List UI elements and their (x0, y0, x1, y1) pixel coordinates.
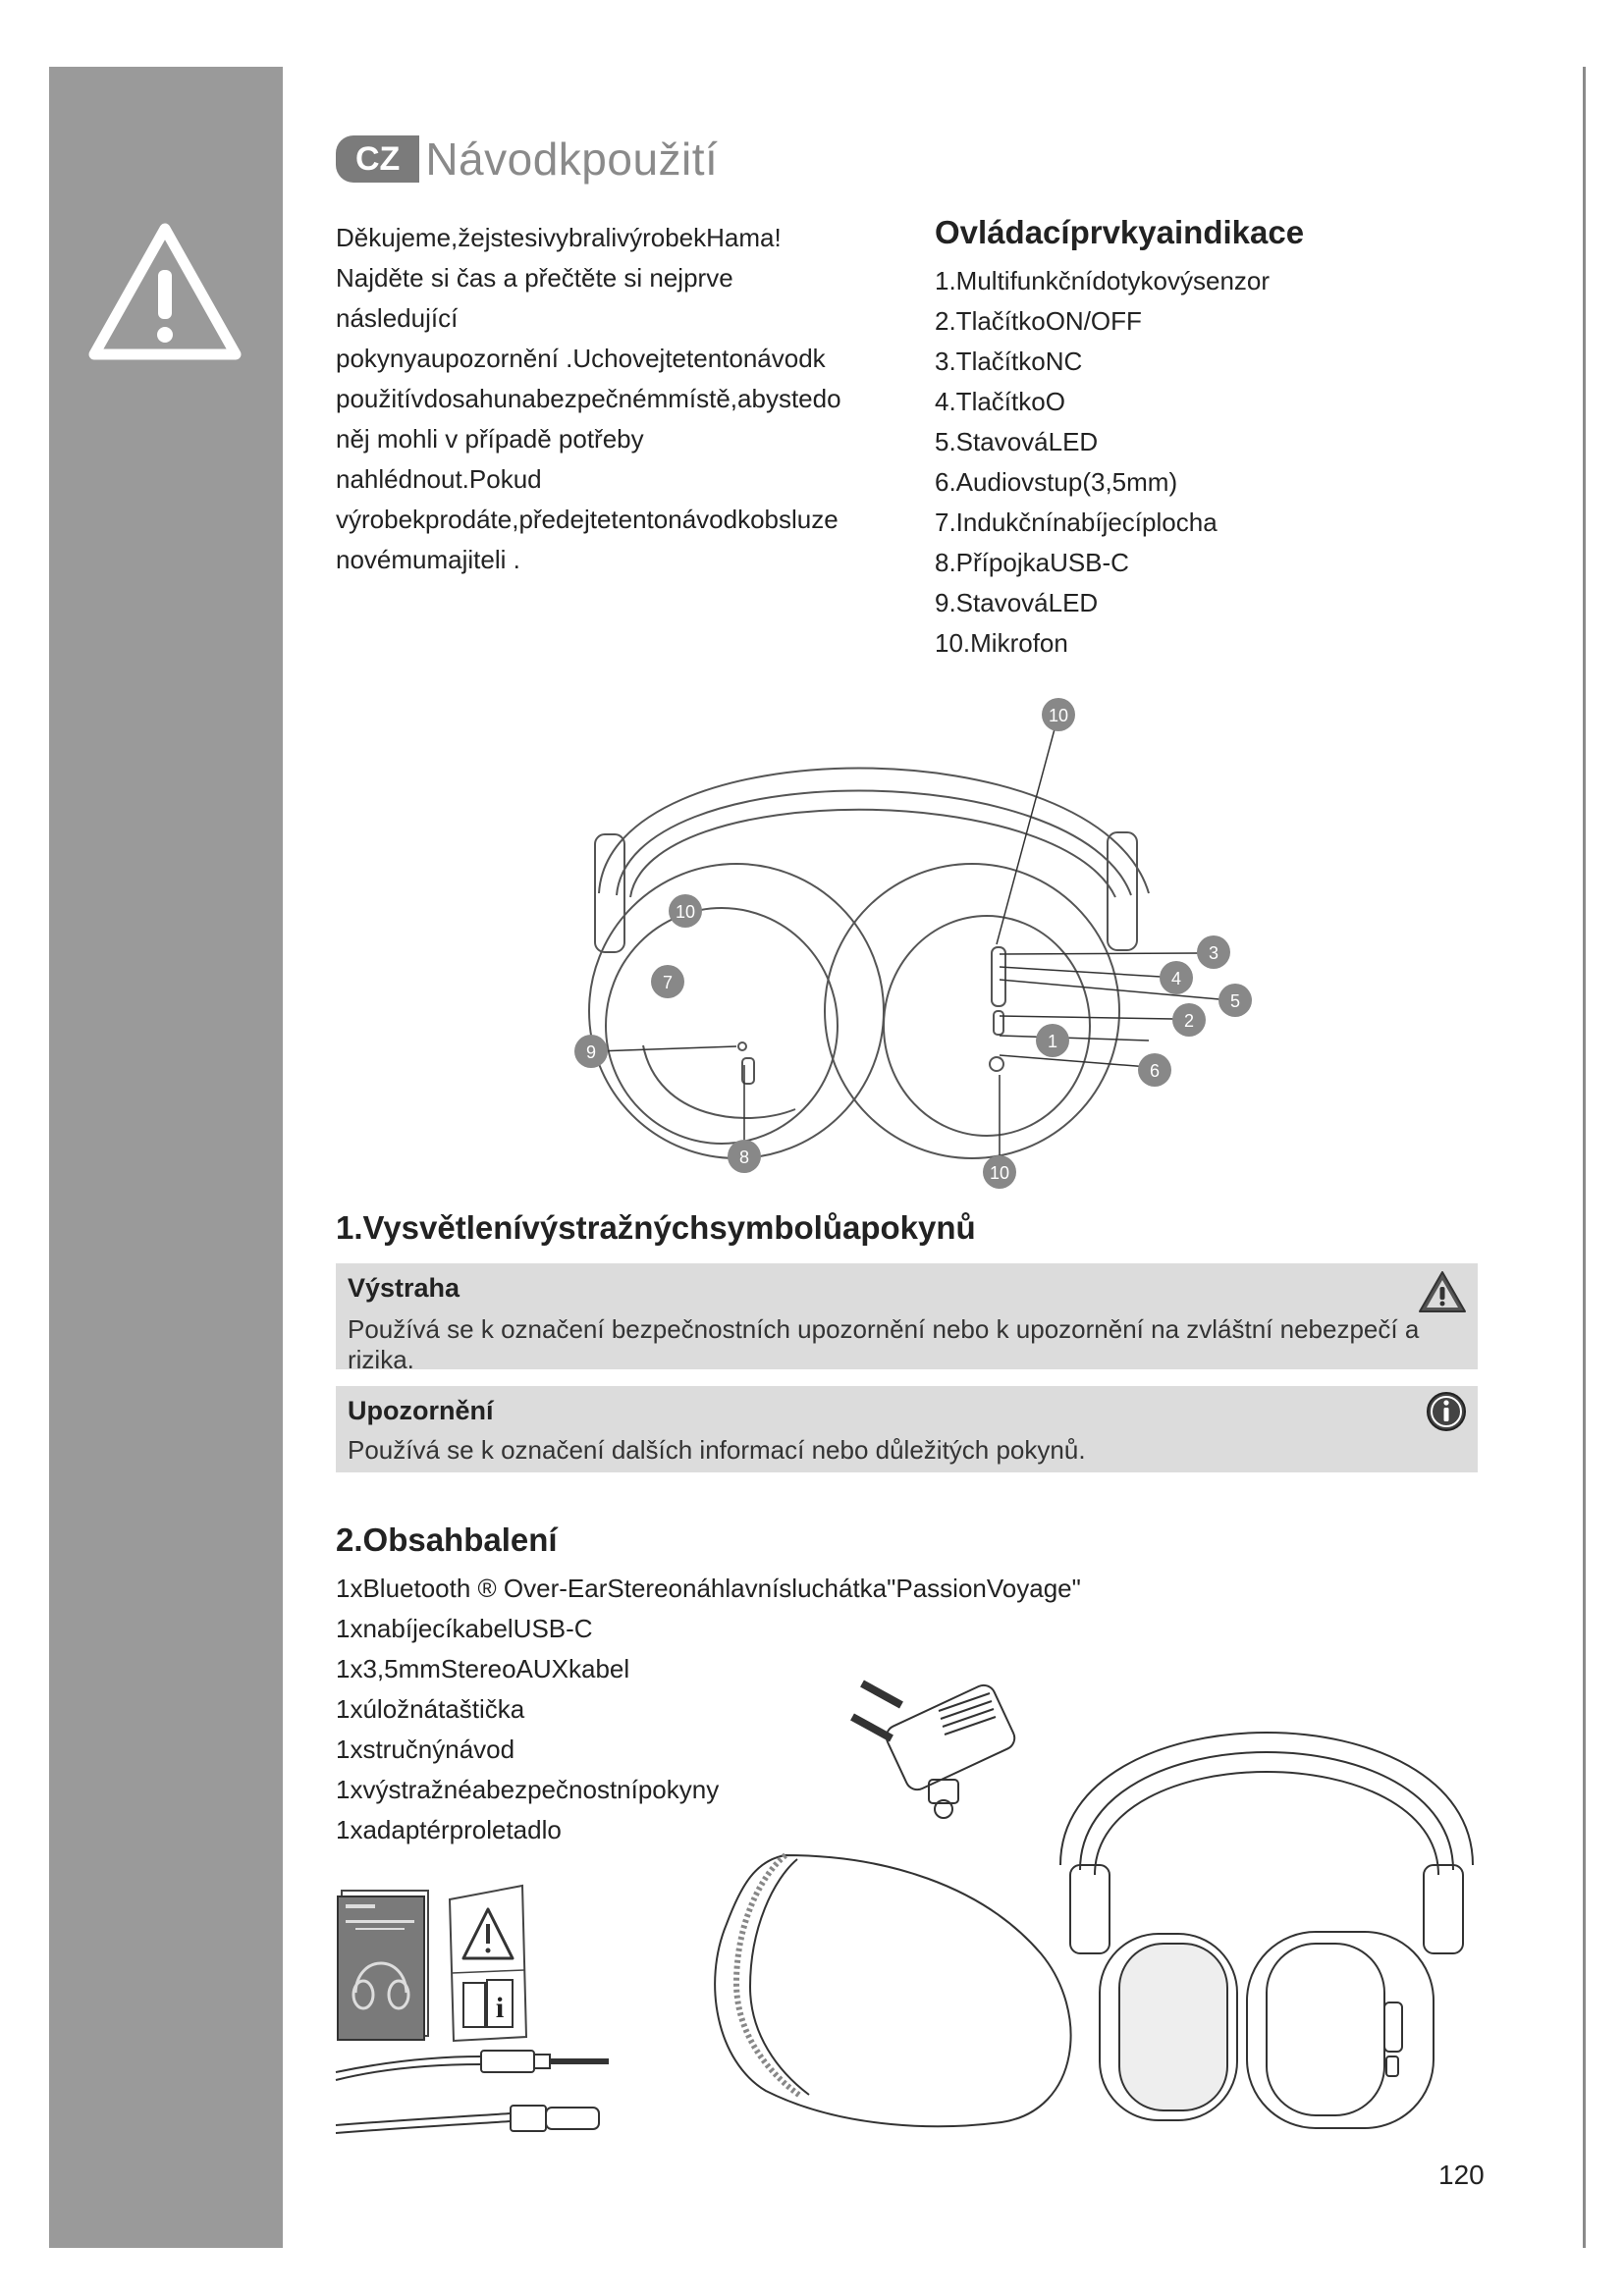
intro-line: něj mohli v případě potřeby nahlédnout.Pokud (336, 424, 644, 494)
callout-label: 10 (1048, 706, 1069, 725)
callout-label: 8 (738, 1148, 750, 1167)
callout-5 (1218, 984, 1252, 1017)
controls-list (935, 214, 1485, 664)
warning-notice (336, 1263, 1478, 1374)
svg-text:i: i (495, 1992, 505, 2024)
contents-item: 1xstručnýnávod (336, 1735, 515, 1764)
headphones-diagram (550, 687, 1296, 1198)
intro-text (336, 218, 846, 580)
intro-line: novémumajiteli . (336, 545, 520, 574)
callout-label: 1 (1047, 1032, 1058, 1051)
callout-4 (1160, 961, 1193, 994)
contents-item: 1xBluetooth ® Over-EarStereonáhlavnísluchátka"PassionVoyage" (336, 1574, 1081, 1603)
intro-line: Děkujeme,žejstesivybralivýrobekHama! (336, 223, 782, 252)
callout-2 (1172, 1003, 1206, 1037)
callout-label: 10 (675, 902, 696, 922)
language-badge: CZ (336, 135, 419, 183)
callout-3 (1197, 935, 1230, 969)
note-title: Upozornění (348, 1396, 494, 1425)
callout-label: 2 (1183, 1011, 1195, 1031)
info-icon (1425, 1390, 1468, 1433)
callout-10-top (1042, 698, 1075, 731)
control-item: 10.Mikrofon (935, 628, 1068, 658)
callouts (574, 698, 1252, 1189)
callout-label: 10 (989, 1163, 1010, 1183)
control-item: 1.Multifunkčnídotykovýsenzor (935, 266, 1271, 295)
intro-line: pokynyaupozornění .Uchovejtetentonávodk (336, 344, 826, 373)
controls-title: Ovládacíprvkyaindikace (935, 214, 1305, 250)
control-item: 8.PřípojkaUSB-C (935, 548, 1129, 577)
intro-line: použitívdosahunabezpečnémmístě,abystedo (336, 384, 841, 413)
warning-text: Používá se k označení bezpečnostních upozornění nebo k upozornění na zvláštní nebezpečí a rizika. (348, 1314, 1420, 1374)
contents-item: 1xadaptérproletadlo (336, 1815, 562, 1844)
intro-line: Najděte si čas a přečtěte si nejprve následující (336, 263, 733, 333)
headphones-drawing (589, 769, 1149, 1159)
control-item: 2.TlačítkoON/OFF (935, 306, 1142, 336)
callout-8 (728, 1140, 761, 1173)
section2-title: 2.Obsahbalení (336, 1522, 558, 1558)
callout-label: 6 (1149, 1061, 1161, 1081)
sidebar-band (49, 67, 283, 2248)
header (336, 133, 718, 185)
callout-label: 3 (1208, 943, 1219, 963)
storage-pouch-drawing (707, 1845, 1090, 2130)
cables-drawing (334, 2047, 628, 2155)
note-text: Používá se k označení dalších informací nebo důležitých pokynů. (348, 1435, 1086, 1465)
page-number: 120 (1438, 2160, 1485, 2190)
page-title: Návodkpoužití (425, 133, 719, 185)
headphones-product-drawing (1041, 1669, 1492, 2130)
contents-item: 1xnabíjecíkabelUSB-C (336, 1614, 593, 1643)
callout-10-left (669, 894, 702, 928)
control-item: 9.StavováLED (935, 588, 1099, 617)
callout-7 (651, 965, 684, 998)
quick-guide-booklet-drawing (336, 1885, 434, 2042)
control-item: 4.TlačítkoO (935, 387, 1065, 416)
control-item: 5.StavováLED (935, 427, 1099, 456)
contents-item: 1xúložnátaštička (336, 1694, 525, 1724)
contents-item: 1xvýstražnéabezpečnostnípokyny (336, 1775, 720, 1804)
callout-label: 4 (1170, 969, 1182, 988)
control-item: 7.Indukčnínabíjecíplocha (935, 507, 1218, 537)
callout-1 (1036, 1024, 1069, 1057)
warning-icon (86, 221, 244, 363)
safety-leaflet-drawing (444, 1880, 532, 2047)
control-item: 3.TlačítkoNC (935, 347, 1083, 376)
intro-line: výrobekprodáte,předejtetentonávodkobsluze (336, 505, 839, 534)
callout-label: 7 (662, 973, 674, 992)
callout-label: 5 (1229, 991, 1241, 1011)
warning-title: Výstraha (348, 1273, 460, 1303)
contents-item: 1x3,5mmStereoAUXkabel (336, 1654, 630, 1683)
callout-10-bottom (983, 1155, 1016, 1189)
control-item: 6.Audiovstup(3,5mm) (935, 467, 1178, 497)
callout-label: 9 (585, 1042, 597, 1062)
page-right-rule (1583, 67, 1586, 2248)
warning-triangle-icon (1417, 1269, 1468, 1314)
airplane-adapter-drawing (842, 1674, 1029, 1831)
note-notice (336, 1386, 1478, 1472)
section1-title: 1.Vysvětlenívýstražnýchsymbolůapokynů (336, 1209, 976, 1246)
callout-6 (1138, 1053, 1171, 1087)
callout-9 (574, 1035, 608, 1068)
